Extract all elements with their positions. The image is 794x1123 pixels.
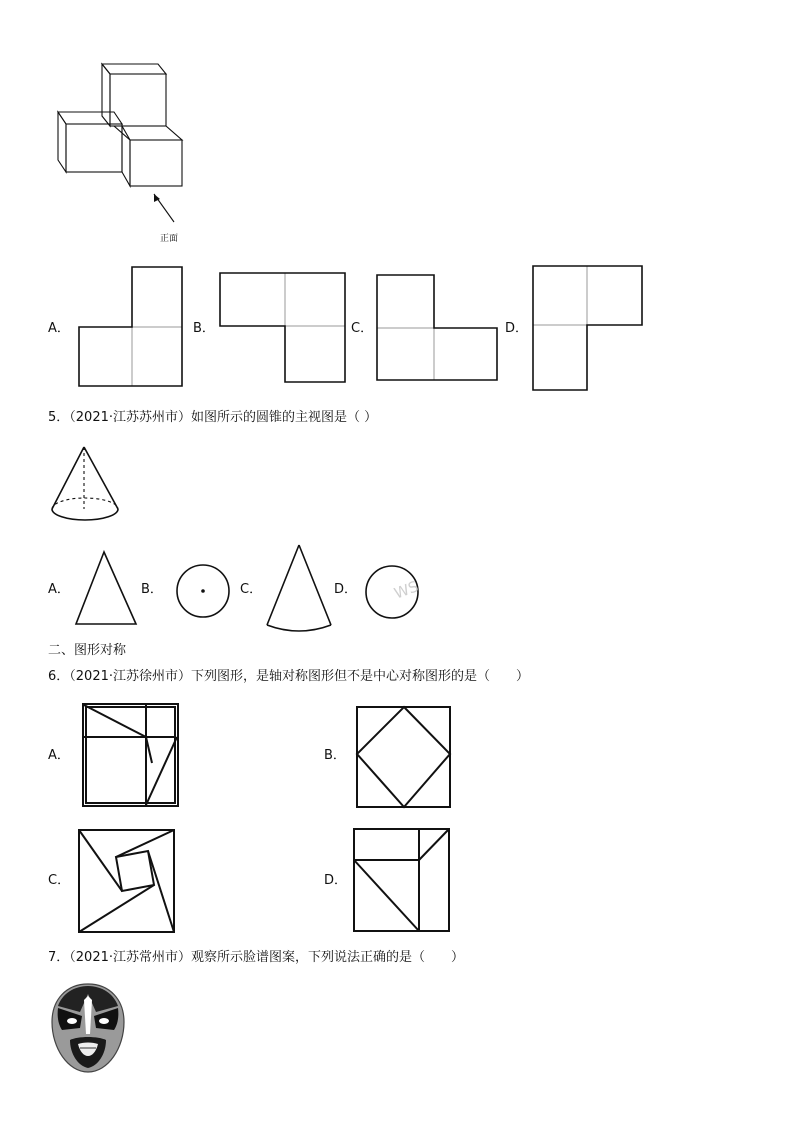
q7-stem: 7．（2021·江苏常州市）观察所示脸谱图案，下列说法正确的是（ ） (48, 950, 464, 965)
q5-option-d-label: D． (334, 582, 358, 597)
watermark: WS (391, 577, 421, 603)
q6-option-c-label: C． (48, 873, 71, 888)
q5-option-a-triangle (74, 550, 138, 626)
q5-option-b-circle-with-center (174, 562, 232, 620)
q6-option-b-label: B． (324, 748, 346, 763)
cone-figure (50, 445, 122, 527)
section-title: 二、图形对称 (48, 643, 127, 658)
q5-option-b-label: B． (141, 582, 163, 597)
q4-option-b-figure (219, 272, 347, 384)
q6-stem: 6．（2021·江苏徐州市）下列图形，是轴对称图形但不是中心对称图形的是（ ） (48, 669, 529, 684)
q4-option-d-label: D． (505, 321, 529, 336)
opera-mask-figure (50, 982, 126, 1074)
q6-option-d-label: D． (324, 873, 348, 888)
q5-option-a-label: A． (48, 582, 70, 597)
q6-option-b-figure (356, 706, 452, 808)
q6-option-d-figure (353, 828, 451, 933)
q4-option-a-label: A． (48, 321, 70, 336)
q6-option-a-figure (82, 703, 180, 808)
cube-stack-figure (50, 60, 190, 230)
q4-option-d-figure (532, 265, 644, 392)
q5-stem: 5．（2021·江苏苏州市）如图所示的圆锥的主视图是（ ） (48, 410, 378, 425)
q5-option-c-label: C． (240, 582, 263, 597)
q4-option-a-figure (78, 266, 184, 388)
q6-option-a-label: A． (48, 748, 70, 763)
q6-option-c-figure (78, 829, 176, 934)
front-view-label: 正面 (160, 234, 179, 244)
q4-option-c-label: C． (351, 321, 374, 336)
q4-option-b-label: B． (193, 321, 215, 336)
q5-option-c-cone (265, 543, 335, 635)
q4-option-c-figure (376, 274, 499, 382)
